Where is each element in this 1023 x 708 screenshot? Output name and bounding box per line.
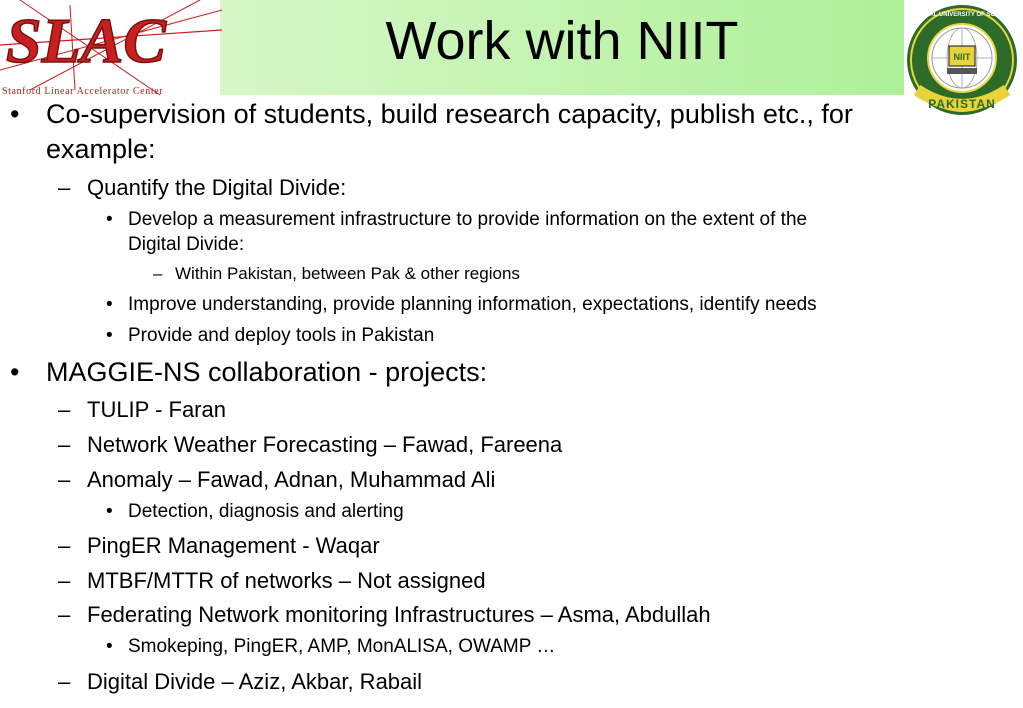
bullet-dot: • <box>10 357 20 387</box>
bullet-text-level2: Digital Divide – Aziz, Akbar, Rabail <box>87 669 423 694</box>
bullet-dot: • <box>106 636 113 657</box>
bullet-text-level2: TULIP - Faran <box>87 397 226 422</box>
bullet-dash: – <box>58 397 71 422</box>
bullet-text-level3: Develop a measurement infrastructure to provide information on the extent of the <box>128 209 808 230</box>
bullet-dot: • <box>106 294 113 315</box>
bullet-dash: – <box>58 568 71 593</box>
bullet-text-level1: MAGGIE-NS collaboration - projects: <box>46 357 488 387</box>
page-title: Work with NIIT <box>385 11 739 71</box>
svg-text:NIIT: NIIT <box>953 52 971 62</box>
bullet-text-level2: Federating Network monitoring Infrastructures – Asma, Abdullah <box>87 602 711 627</box>
bullet-dot: • <box>106 209 113 230</box>
bullet-text-continuation: Digital Divide: <box>128 234 245 255</box>
slac-logo <box>0 0 222 100</box>
bullet-text-level3: Improve understanding, provide planning information, expectations, identify needs <box>128 294 817 315</box>
slac-logo-graphic <box>0 0 222 100</box>
svg-text:NATIONAL UNIVERSITY OF SCIENCE: NATIONAL UNIVERSITY OF SCIENCES <box>906 12 1018 18</box>
svg-text:SLAC: SLAC <box>6 5 167 76</box>
bullet-dash: – <box>58 669 71 694</box>
bullet-text-level3: Smokeping, PingER, AMP, MonALISA, OWAMP … <box>128 636 556 657</box>
bullet-text-level2: MTBF/MTTR of networks – Not assigned <box>87 568 486 593</box>
bullet-dash: – <box>58 175 71 200</box>
bullet-dash: – <box>58 533 71 558</box>
bullet-text-level2: Quantify the Digital Divide: <box>87 175 347 200</box>
svg-text:PAKISTAN: PAKISTAN <box>928 97 996 111</box>
niit-logo <box>905 2 1020 122</box>
bullet-text-level1: Co-supervision of students, build research capacity, publish etc., for <box>46 99 853 129</box>
niit-emblem <box>905 2 1020 122</box>
bullet-dash: – <box>58 602 71 627</box>
bullet-dash: – <box>58 467 71 492</box>
title-band <box>220 0 904 95</box>
slac-caption: Stanford Linear Accelerator Center <box>2 86 164 97</box>
bullet-text-level3: Provide and deploy tools in Pakistan <box>128 325 435 346</box>
bullet-text-level3: Detection, diagnosis and alerting <box>128 501 404 522</box>
bullet-dash: – <box>58 432 71 457</box>
bullet-text-continuation: example: <box>46 134 156 164</box>
bullet-dash: – <box>153 264 163 283</box>
bullet-dot: • <box>106 325 113 346</box>
bullet-dot: • <box>10 99 20 129</box>
bullet-text-level2: PingER Management - Waqar <box>87 533 380 558</box>
bullet-text-level4: Within Pakistan, between Pak & other regions <box>175 264 520 283</box>
bullet-dot: • <box>106 501 113 522</box>
bullet-text-level2: Anomaly – Fawad, Adnan, Muhammad Ali <box>87 467 496 492</box>
bullet-text-level2: Network Weather Forecasting – Fawad, Fareena <box>87 432 563 457</box>
